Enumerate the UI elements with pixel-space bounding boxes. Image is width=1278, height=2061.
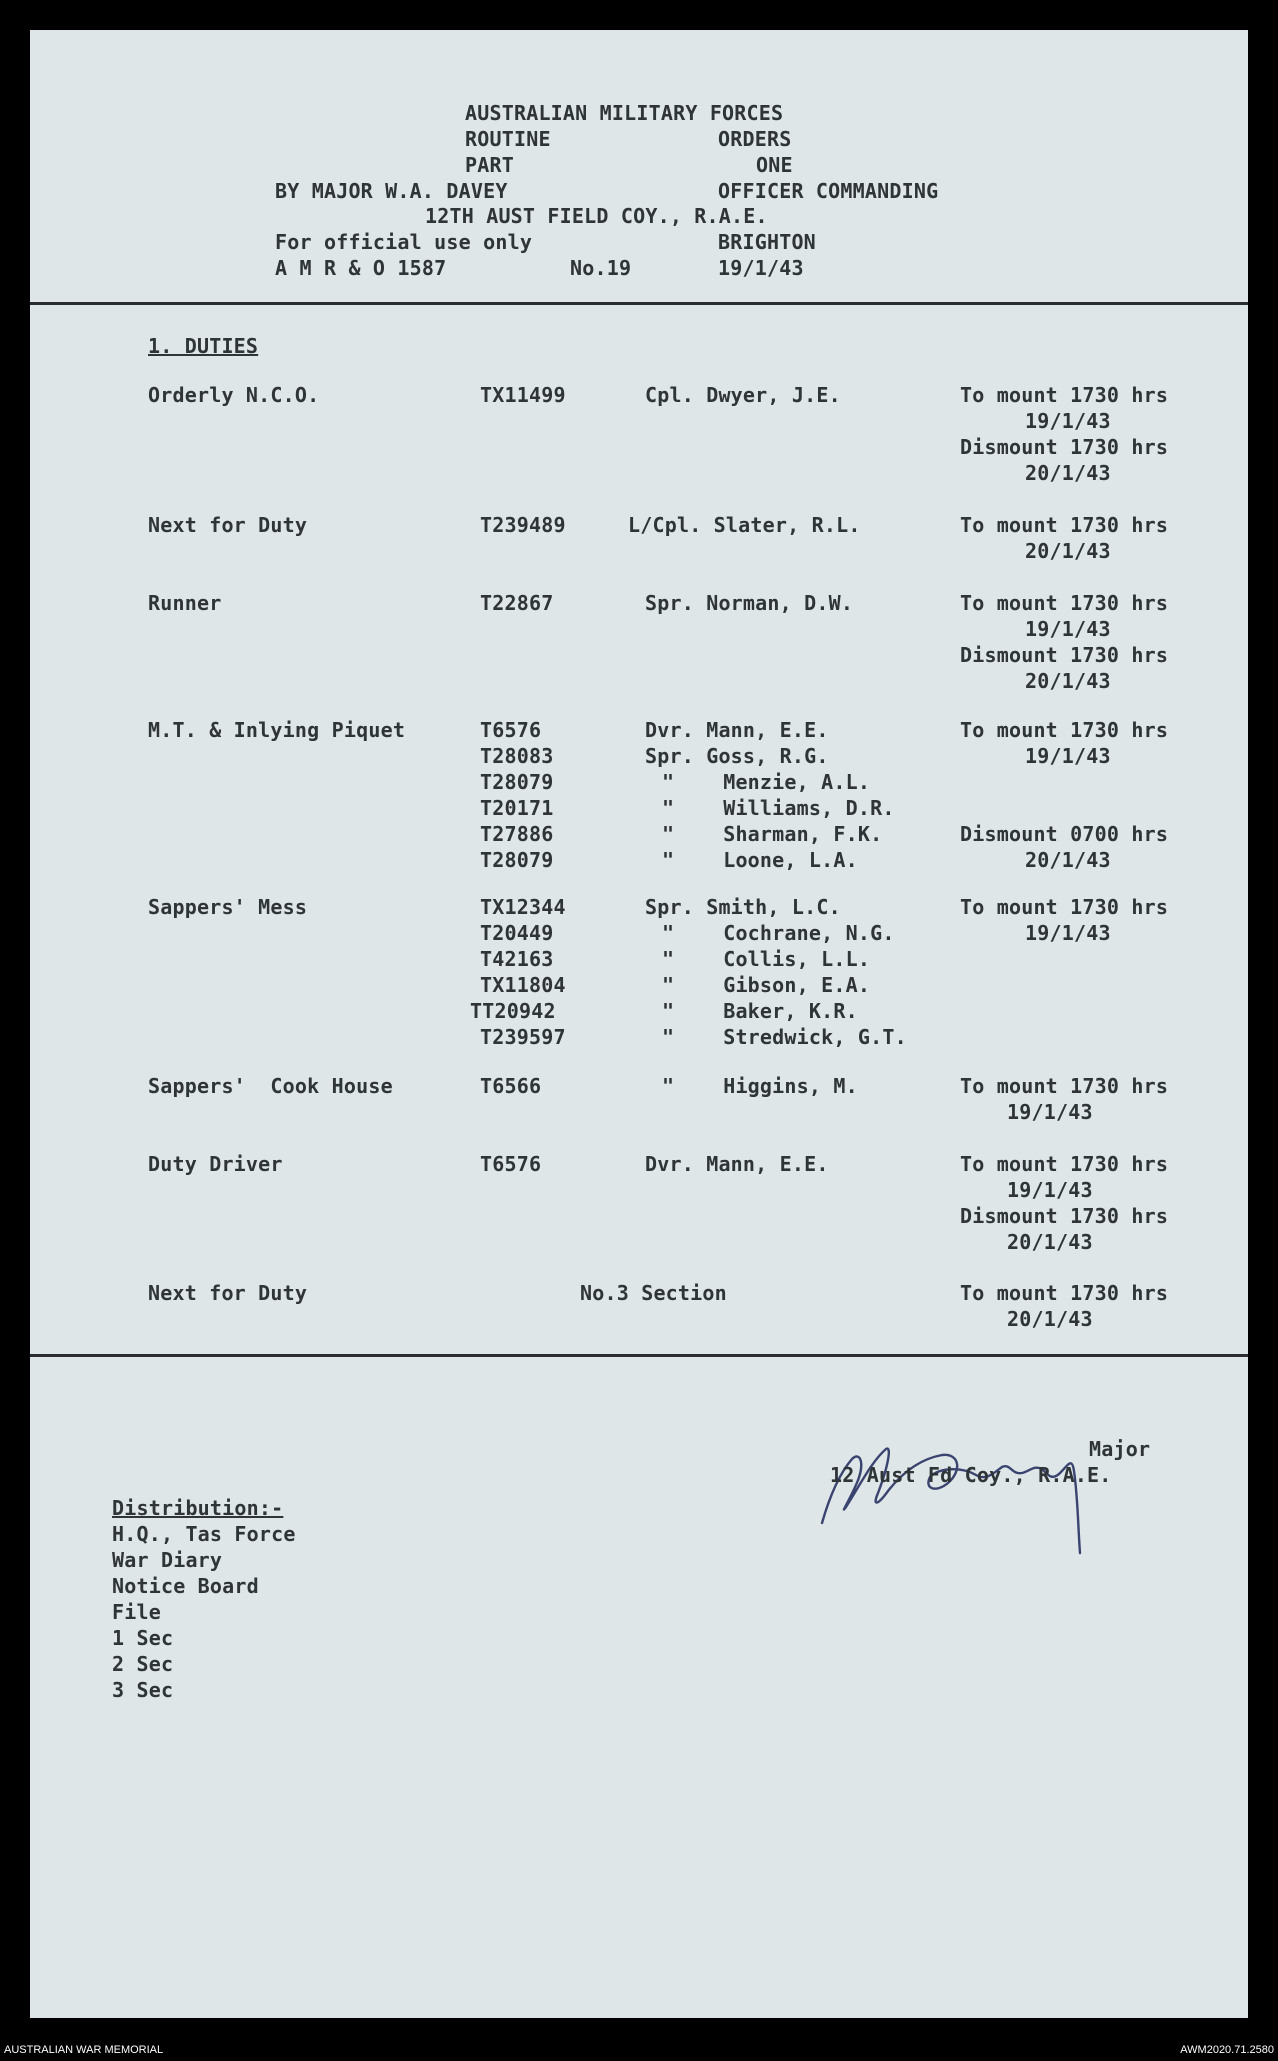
header-officer: OFFICER COMMANDING	[718, 179, 939, 203]
bottom-divider	[30, 1354, 1248, 1357]
duty-time: To mount 1730 hrs	[960, 895, 1169, 919]
service-number: T22867	[480, 591, 554, 615]
service-number: TT20942	[470, 999, 556, 1023]
soldier-name: Spr. Goss, R.G.	[645, 744, 829, 768]
header-date: 19/1/43	[718, 256, 804, 280]
service-number: T239489	[480, 513, 566, 537]
service-number: T27886	[480, 822, 554, 846]
soldier-name: " Collis, L.L.	[662, 947, 871, 971]
duty-time: Dismount 1730 hrs	[960, 1204, 1169, 1228]
header-by: BY MAJOR W.A. DAVEY	[275, 179, 508, 203]
duty-time: To mount 1730 hrs	[960, 513, 1169, 537]
soldier-name: Spr. Norman, D.W.	[645, 591, 854, 615]
service-number: TX11499	[480, 383, 566, 407]
service-number: T42163	[480, 947, 554, 971]
footer-accession-number: AWM2020.71.2580	[1180, 2044, 1274, 2056]
duty-time: To mount 1730 hrs	[960, 1281, 1169, 1305]
duty-time: To mount 1730 hrs	[960, 383, 1169, 407]
duty-label: Next for Duty	[148, 1281, 308, 1305]
distribution-title: Distribution:-	[112, 1496, 284, 1520]
duty-date: 19/1/43	[1025, 921, 1111, 945]
distribution-item: H.Q., Tas Force	[112, 1522, 296, 1546]
service-number: T20171	[480, 796, 554, 820]
header-orders: ORDERS	[718, 127, 792, 151]
service-number: T6576	[480, 718, 542, 742]
top-divider	[30, 302, 1248, 305]
soldier-name: " Williams, D.R.	[662, 796, 895, 820]
header-location: BRIGHTON	[718, 230, 816, 254]
duty-date: 20/1/43	[1025, 669, 1111, 693]
duty-date: 20/1/43	[1025, 848, 1111, 872]
distribution-item: 3 Sec	[112, 1678, 174, 1702]
service-number: T28079	[480, 770, 554, 794]
service-number: T20449	[480, 921, 554, 945]
duty-label: Next for Duty	[148, 513, 308, 537]
service-number: T28083	[480, 744, 554, 768]
signatory-unit: 12 Aust Fd Coy., R.A.E.	[830, 1463, 1112, 1487]
section-title: 1. DUTIES	[148, 334, 259, 358]
duty-label: Duty Driver	[148, 1152, 283, 1176]
duty-date: 20/1/43	[1007, 1307, 1093, 1331]
soldier-name: Dvr. Mann, E.E.	[645, 1152, 829, 1176]
soldier-name: " Menzie, A.L.	[662, 770, 871, 794]
duty-label: M.T. & Inlying Piquet	[148, 718, 406, 742]
distribution-item: Notice Board	[112, 1574, 259, 1598]
soldier-name: " Gibson, E.A.	[662, 973, 871, 997]
header-part-one: ONE	[756, 153, 793, 177]
duty-label: Sappers' Mess	[148, 895, 308, 919]
service-number: T6566	[480, 1074, 542, 1098]
footer-credit: AUSTRALIAN WAR MEMORIAL	[4, 2044, 164, 2056]
duty-time: Dismount 1730 hrs	[960, 643, 1169, 667]
header-unit: 12TH AUST FIELD COY., R.A.E.	[425, 204, 768, 228]
section-assignment: No.3 Section	[580, 1281, 727, 1305]
service-number: T239597	[480, 1025, 566, 1049]
header-number: No.19	[570, 256, 632, 280]
duty-date: 20/1/43	[1025, 539, 1111, 563]
duty-date: 20/1/43	[1025, 461, 1111, 485]
header-amr: A M R & O 1587	[275, 256, 447, 280]
soldier-name: " Cochrane, N.G.	[662, 921, 895, 945]
distribution-item: War Diary	[112, 1548, 223, 1572]
soldier-name: Dvr. Mann, E.E.	[645, 718, 829, 742]
duty-date: 20/1/43	[1007, 1230, 1093, 1254]
duty-time: To mount 1730 hrs	[960, 1074, 1169, 1098]
soldier-name: " Stredwick, G.T.	[662, 1025, 907, 1049]
header-title: AUSTRALIAN MILITARY FORCES	[465, 101, 784, 125]
header-part: PART	[465, 153, 514, 177]
duty-time: Dismount 1730 hrs	[960, 435, 1169, 459]
duty-time: Dismount 0700 hrs	[960, 822, 1169, 846]
soldier-name: Spr. Smith, L.C.	[645, 895, 841, 919]
header-official-use: For official use only	[275, 230, 533, 254]
soldier-name: Cpl. Dwyer, J.E.	[645, 383, 841, 407]
soldier-name: " Sharman, F.K.	[662, 822, 883, 846]
soldier-name: " Loone, L.A.	[662, 848, 858, 872]
duty-label: Orderly N.C.O.	[148, 383, 320, 407]
document-page	[30, 30, 1248, 2018]
signatory-rank: Major	[1089, 1437, 1151, 1461]
service-number: T28079	[480, 848, 554, 872]
duty-time: To mount 1730 hrs	[960, 1152, 1169, 1176]
duty-date: 19/1/43	[1007, 1178, 1093, 1202]
duty-date: 19/1/43	[1025, 617, 1111, 641]
soldier-name: " Baker, K.R.	[662, 999, 858, 1023]
header-routine: ROUTINE	[465, 127, 551, 151]
distribution-item: File	[112, 1600, 161, 1624]
soldier-name: " Higgins, M.	[662, 1074, 858, 1098]
duty-date: 19/1/43	[1025, 744, 1111, 768]
service-number: T6576	[480, 1152, 542, 1176]
duty-label: Sappers' Cook House	[148, 1074, 393, 1098]
distribution-item: 2 Sec	[112, 1652, 174, 1676]
service-number: TX11804	[480, 973, 566, 997]
duty-date: 19/1/43	[1025, 409, 1111, 433]
duty-time: To mount 1730 hrs	[960, 718, 1169, 742]
service-number: TX12344	[480, 895, 566, 919]
duty-label: Runner	[148, 591, 222, 615]
distribution-item: 1 Sec	[112, 1626, 174, 1650]
duty-date: 19/1/43	[1007, 1100, 1093, 1124]
soldier-name: L/Cpl. Slater, R.L.	[628, 513, 861, 537]
duty-time: To mount 1730 hrs	[960, 591, 1169, 615]
